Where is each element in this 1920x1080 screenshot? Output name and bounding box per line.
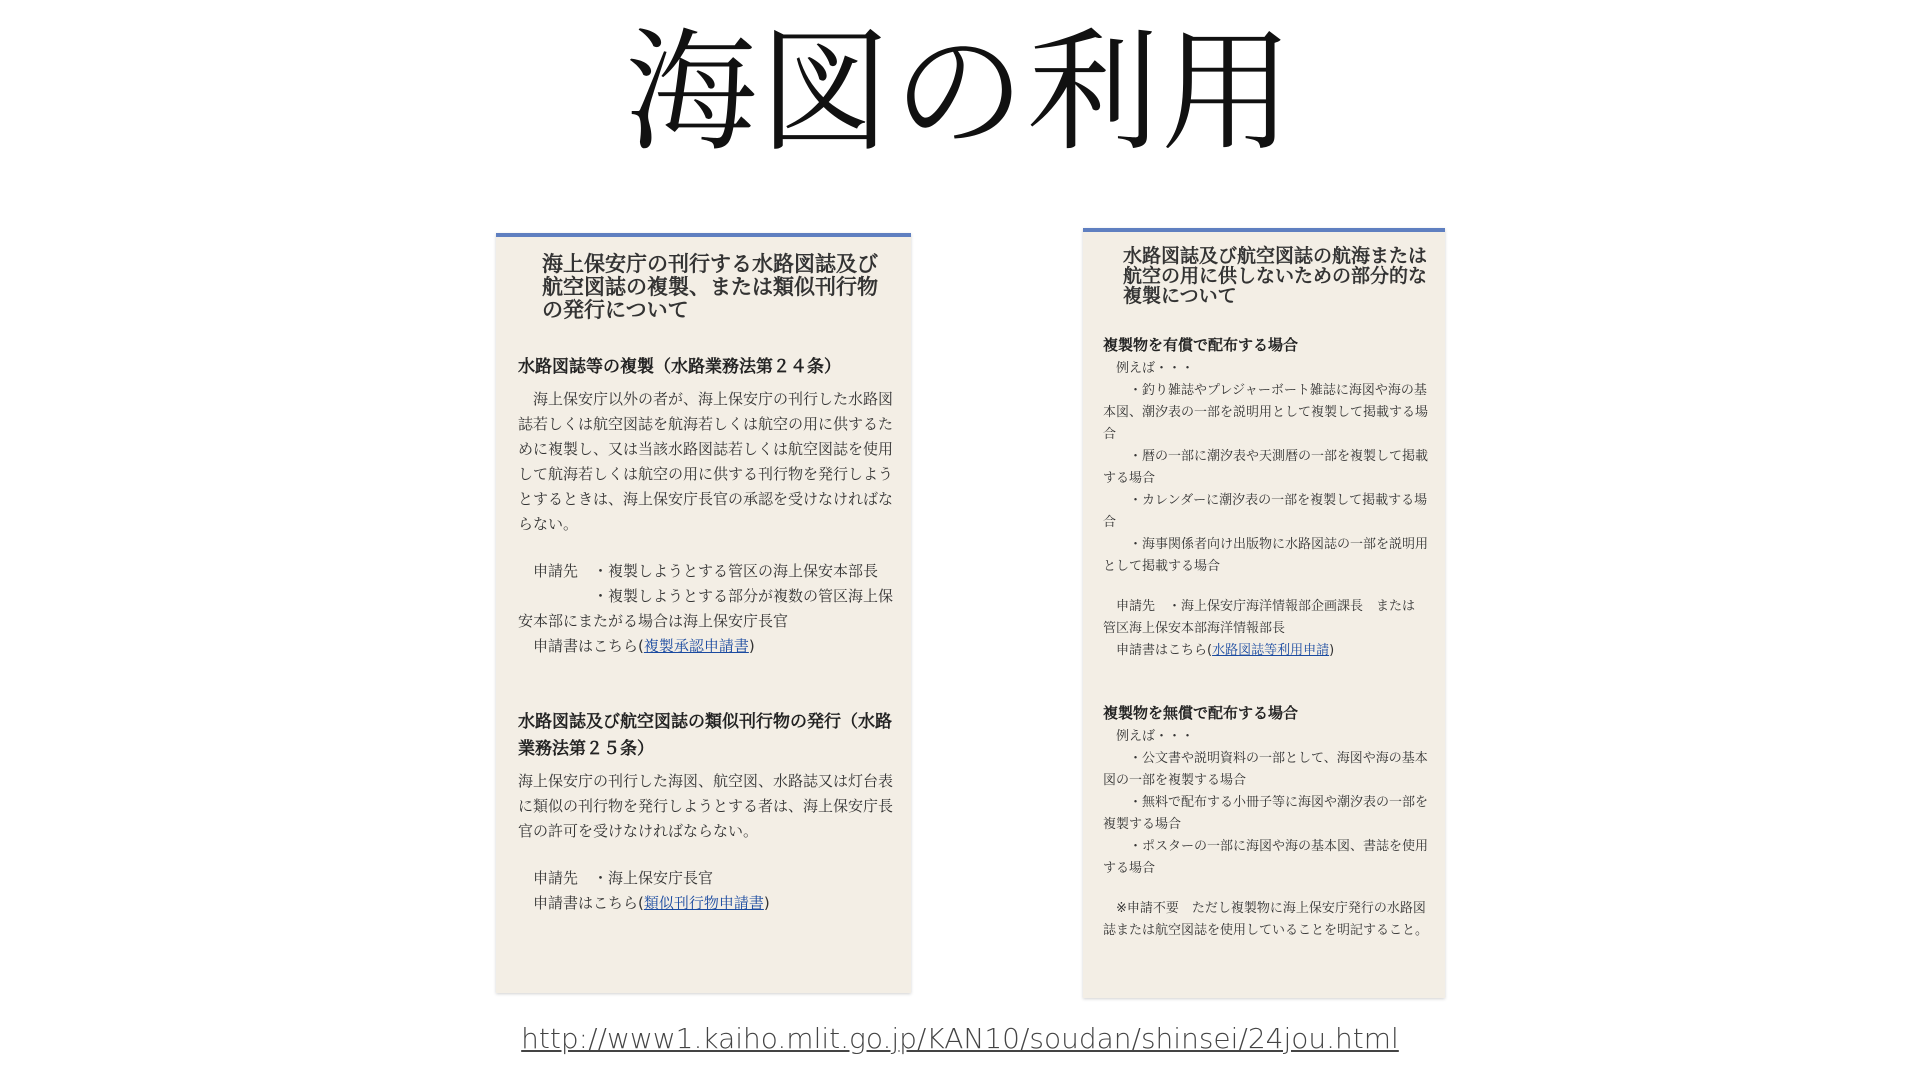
section-heading-free: 複製物を無償で配布する場合 (1103, 704, 1299, 722)
form-suffix: ) (1329, 643, 1335, 658)
application-form-line (518, 634, 897, 659)
apply-to-line-1: 申請先 ・複製しようとする管区の海上保安本部長 (518, 562, 879, 580)
form-suffix: ) (748, 637, 755, 655)
free-example-1: ・公文書や説明資料の一部として、海図や海の基本図の一部を複製する場合 (1103, 751, 1428, 788)
left-document-panel (496, 233, 911, 993)
paid-example-3: ・カレンダーに潮汐表の一部を複製して掲載する場合 (1103, 493, 1428, 530)
application-form-line-paid (1103, 640, 1433, 662)
form-prefix: 申請書はこちら( (518, 894, 644, 912)
paid-example-4: ・海事関係者向け出版物に水路図誌の一部を説明用として掲載する場合 (1103, 537, 1429, 574)
similar-publication-form-link[interactable]: 類似刊行物申請書 (643, 894, 764, 912)
section-body-similar-publication: 海上保安庁の刊行した海図、航空図、水路誌又は灯台表に類似の刊行物を発行しようとする者は、海上保安庁長官の許可を受けなければならない。 (518, 772, 894, 840)
slide-title: 海図の利用 (625, 16, 1295, 170)
section-heading-paid: 複製物を有償で配布する場合 (1103, 336, 1299, 354)
form-prefix: 申請書はこちら( (518, 637, 644, 655)
left-panel-heading: 海上保安庁の刊行する水路図誌及び航空図誌の複製、または類似刊行物の発行について (542, 252, 878, 322)
apply-to-paid: 申請先 ・海上保安庁海洋情報部企画課長 または 管区海上保安本部海洋情報部長 (1103, 599, 1429, 636)
hydrographic-usage-form-link[interactable]: 水路図誌等利用申請 (1212, 643, 1330, 658)
application-form-line-similar (518, 891, 897, 916)
paid-example-2: ・暦の一部に潮汐表や天測暦の一部を複製して掲載する場合 (1103, 449, 1429, 486)
form-prefix: 申請書はこちら( (1103, 643, 1213, 658)
source-url-link[interactable]: http://www1.kaiho.mlit.go.jp/KAN10/soudan/shinsei/24jou.html (521, 1022, 1399, 1055)
section-heading-similar-publication: 水路図誌及び航空図誌の類似刊行物の発行（水路業務法第２５条） (518, 712, 892, 759)
examples-label-paid: 例えば・・・ (1103, 361, 1195, 376)
examples-label-free: 例えば・・・ (1103, 729, 1195, 744)
section-heading-reproduction: 水路図誌等の複製（水路業務法第２４条） (518, 357, 841, 377)
apply-to-line-2: ・複製しようとする部分が複数の管区海上保安本部にまたがる場合は海上保安庁長官 (518, 587, 894, 630)
form-suffix: ) (763, 894, 770, 912)
right-document-panel (1083, 228, 1445, 998)
paid-example-1: ・釣り雑誌やプレジャーボート雑誌に海図や海の基本図、潮汐表の一部を説明用として複製して掲載する場合 (1103, 383, 1429, 442)
apply-to-line-similar: 申請先 ・海上保安庁長官 (518, 869, 714, 887)
right-panel-heading: 水路図誌及び航空図誌の航海または航空の用に供しないための部分的な複製について (1123, 245, 1428, 307)
free-example-2: ・無料で配布する小冊子等に海図や潮汐表の一部を複製する場合 (1103, 795, 1429, 832)
section-body-reproduction: 海上保安庁以外の者が、海上保安庁の刊行した水路図誌若しくは航空図誌を航海若しくは航空の用に供するために複製し、又は当該水路図誌若しくは航空図誌を使用して航海若しくは航空の用に供する刊行物を発行しようとするときは、海上保安庁長官の承認を受けなければならない。 (518, 390, 894, 533)
reproduction-approval-form-link[interactable]: 複製承認申請書 (643, 637, 749, 655)
free-note: ※申請不要 ただし複製物に海上保安庁発行の水路図誌または航空図誌を使用していることを明記すること。 (1103, 901, 1429, 938)
free-example-3: ・ポスターの一部に海図や海の基本図、書誌を使用する場合 (1103, 839, 1429, 876)
